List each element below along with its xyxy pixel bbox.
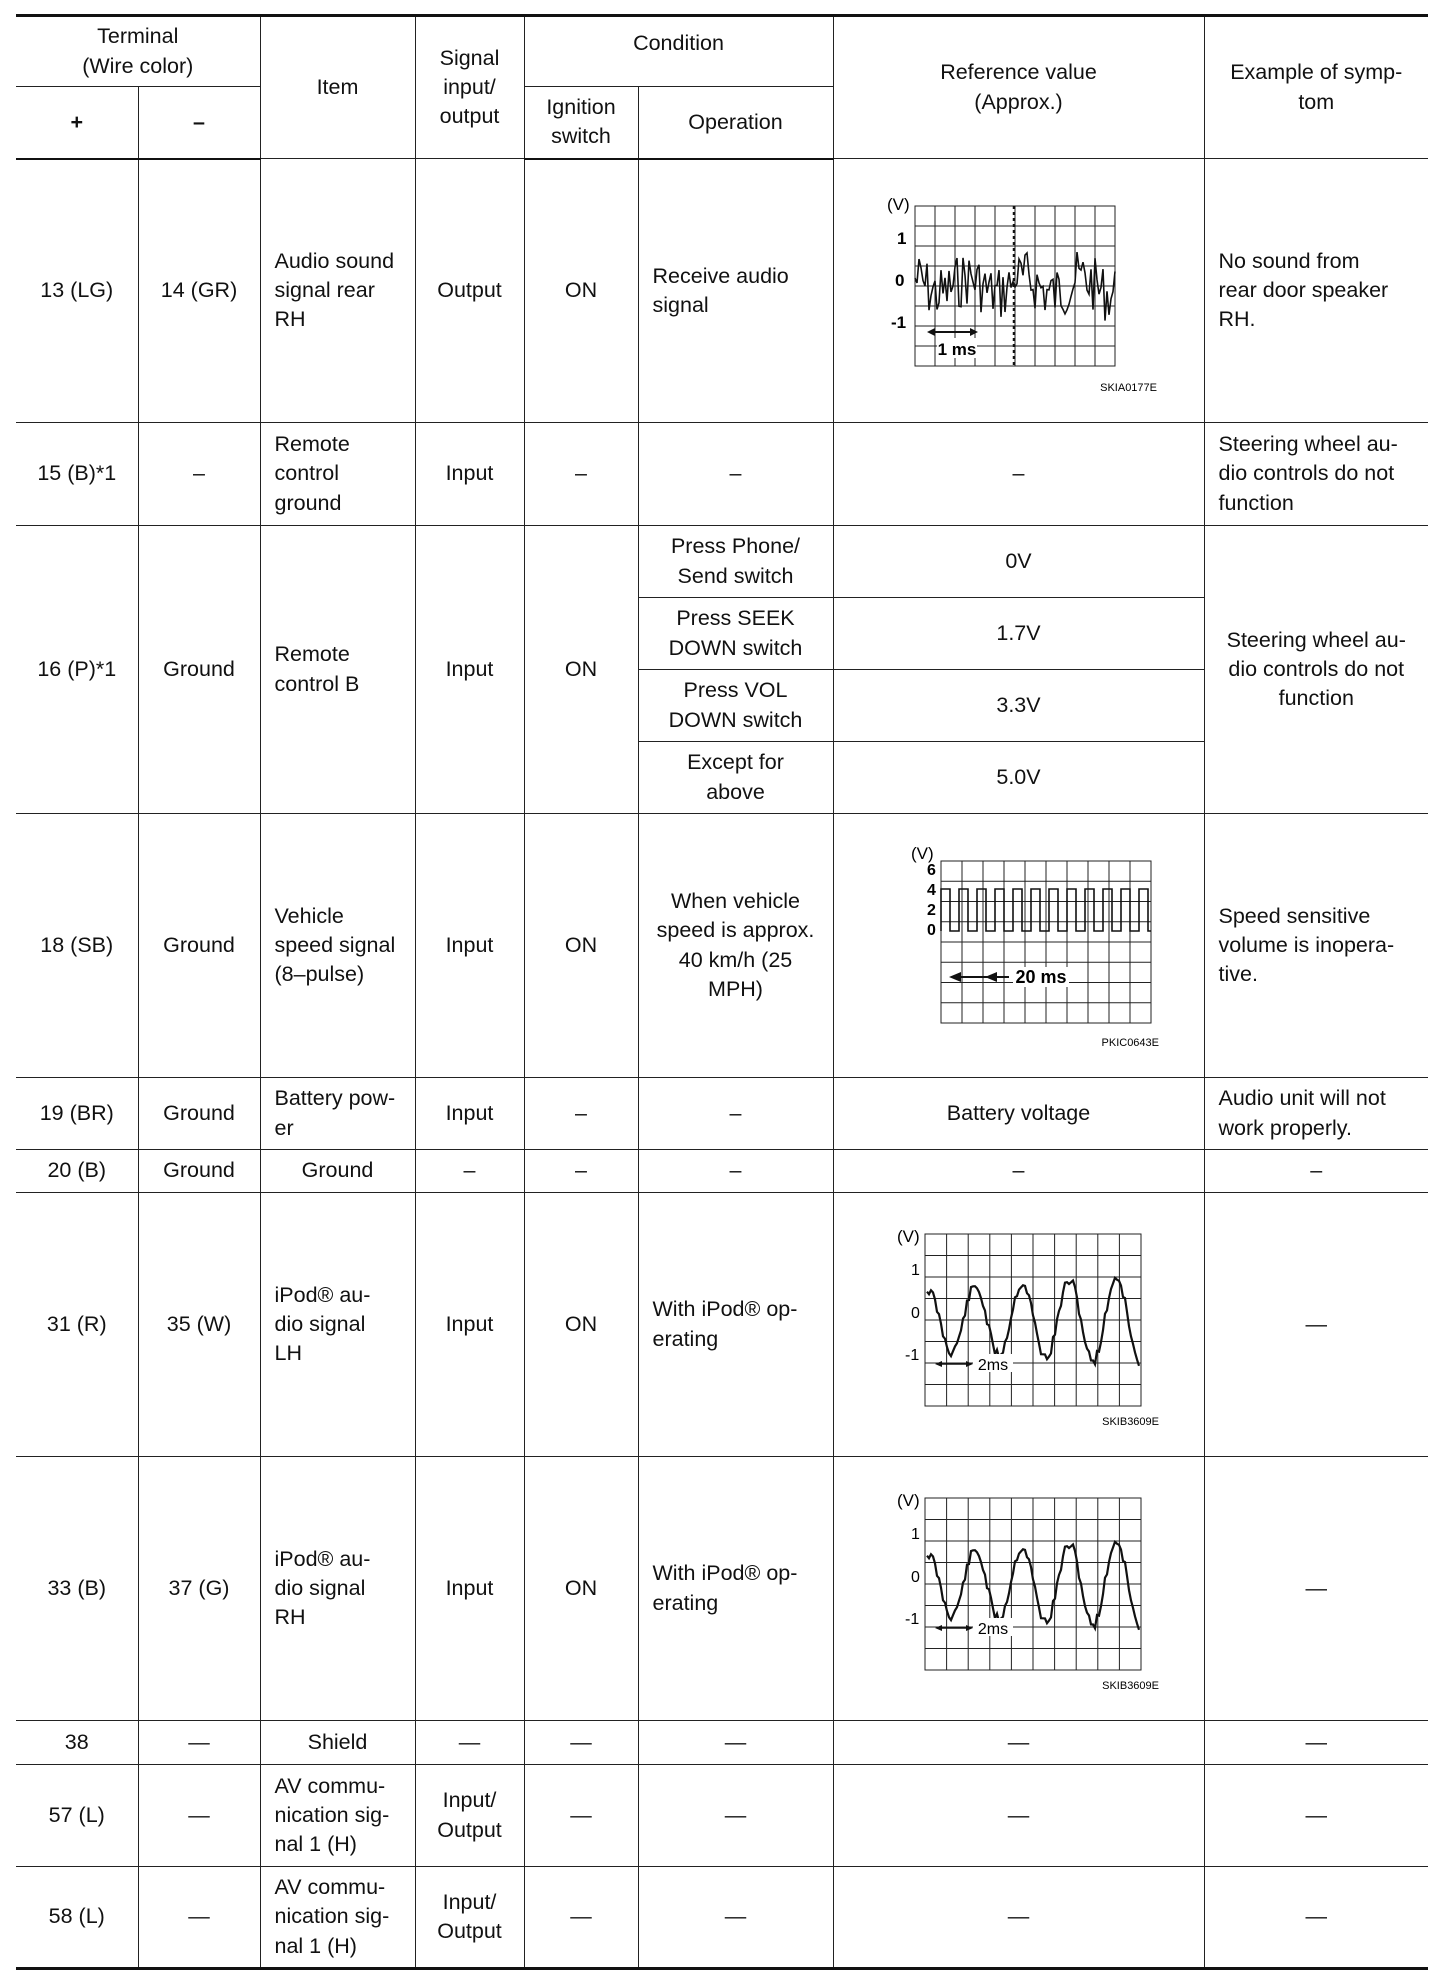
table-row: Press SEEK DOWN switch 1.7V xyxy=(16,598,1428,670)
svg-text:1: 1 xyxy=(896,228,906,248)
table-row: Press VOL DOWN switch 3.3V xyxy=(16,670,1428,742)
table-row: 33 (B) 37 (G) iPod® au- dio signal RH Input ON With iPod® op- erating (V) 1 0 -1 2ms SKIB3609E — xyxy=(16,1457,1428,1721)
svg-text:(V): (V) xyxy=(896,1490,920,1510)
table-row: 18 (SB) Ground Vehicle speed signal (8–pulse) Input ON When vehicle speed is approx. 40 km/h (25 MPH) (V) 6 4 2 0 20 ms PKIC0643E Speed sensitive volume is inopera- tive. xyxy=(16,814,1428,1078)
svg-text:6: 6 xyxy=(926,861,936,879)
svg-text:2ms: 2ms xyxy=(977,1356,1008,1374)
terminal-reference-table xyxy=(16,14,1428,1970)
svg-text:0: 0 xyxy=(910,1304,920,1322)
ignition-header: Ignition switch xyxy=(524,87,638,159)
svg-text:0: 0 xyxy=(910,1568,920,1586)
table-row: 38 — Shield — — — — — xyxy=(16,1721,1428,1765)
svg-text:0: 0 xyxy=(926,921,936,939)
svg-text:-1: -1 xyxy=(904,1346,919,1364)
waveform-cell xyxy=(833,1457,1204,1721)
plus-header: + xyxy=(16,87,138,159)
svg-text:4: 4 xyxy=(926,881,936,899)
table-row: 31 (R) 35 (W) iPod® au- dio signal LH Input ON With iPod® op- erating (V) 1 0 -1 2ms SKIB3609E — xyxy=(16,1193,1428,1457)
svg-text:(V): (V) xyxy=(910,843,934,863)
svg-text:1 ms: 1 ms xyxy=(937,339,976,359)
svg-text:SKIB3609E: SKIB3609E xyxy=(1101,1679,1159,1692)
svg-text:0: 0 xyxy=(894,270,904,290)
table-row: 57 (L) — AV commu- nication sig- nal 1 (H) Input/ Output — — — — xyxy=(16,1765,1428,1867)
table-row: 15 (B)*1 – Remote control ground Input – – – Steering wheel au- dio controls do not function xyxy=(16,423,1428,526)
ipod-rh-waveform xyxy=(869,1484,1169,1694)
svg-text:(V): (V) xyxy=(896,1226,920,1246)
waveform-cell xyxy=(833,1193,1204,1457)
minus-header: – xyxy=(138,87,260,159)
table-row: 20 (B) Ground Ground – – – – – xyxy=(16,1150,1428,1193)
svg-text:2: 2 xyxy=(926,901,936,919)
header-row-top xyxy=(16,16,1428,87)
svg-text:PKIC0643E: PKIC0643E xyxy=(1101,1036,1159,1049)
svg-text:(V): (V) xyxy=(886,194,910,214)
table-row: 58 (L) — AV commu- nication sig- nal 1 (H) Input/ Output — — — — xyxy=(16,1867,1428,1969)
table-row: 16 (P)*1 Ground Remote control B Input ON Press Phone/ Send switch 0V Steering wheel au- dio controls do not function xyxy=(16,526,1428,598)
table-row: 13 (LG) 14 (GR) Audio sound signal rear RH Output ON Receive audio signal (V) 1 0 -1 1 ms SKIA0177E No sound from rear door speaker RH. xyxy=(16,159,1428,423)
table-row: 19 (BR) Ground Battery pow- er Input – – Battery voltage Audio unit will not work properly. xyxy=(16,1078,1428,1150)
waveform-cell xyxy=(833,159,1204,423)
svg-text:-1: -1 xyxy=(890,312,906,332)
table-row: Except for above 5.0V xyxy=(16,742,1428,814)
svg-text:1: 1 xyxy=(910,1525,920,1543)
condition-header: Condition xyxy=(524,16,833,87)
symptom-header: Example of symp- tom xyxy=(1204,16,1428,159)
operation-header: Operation xyxy=(638,87,833,159)
svg-text:SKIB3609E: SKIB3609E xyxy=(1101,1415,1159,1428)
audio-waveform xyxy=(869,186,1169,396)
svg-text:1: 1 xyxy=(910,1261,920,1279)
speed-pulse-waveform xyxy=(869,841,1169,1051)
item-header: Item xyxy=(260,16,415,159)
signal-io-header: Signal input/ output xyxy=(415,16,524,159)
terminal-header: Terminal (Wire color) xyxy=(16,16,260,87)
reference-header: Reference value (Approx.) xyxy=(833,16,1204,159)
svg-text:20 ms: 20 ms xyxy=(1014,966,1067,987)
svg-text:SKIA0177E: SKIA0177E xyxy=(1099,381,1157,394)
ipod-lh-waveform xyxy=(869,1220,1169,1430)
svg-text:2ms: 2ms xyxy=(977,1620,1008,1638)
waveform-cell xyxy=(833,814,1204,1078)
svg-text:-1: -1 xyxy=(904,1610,919,1628)
